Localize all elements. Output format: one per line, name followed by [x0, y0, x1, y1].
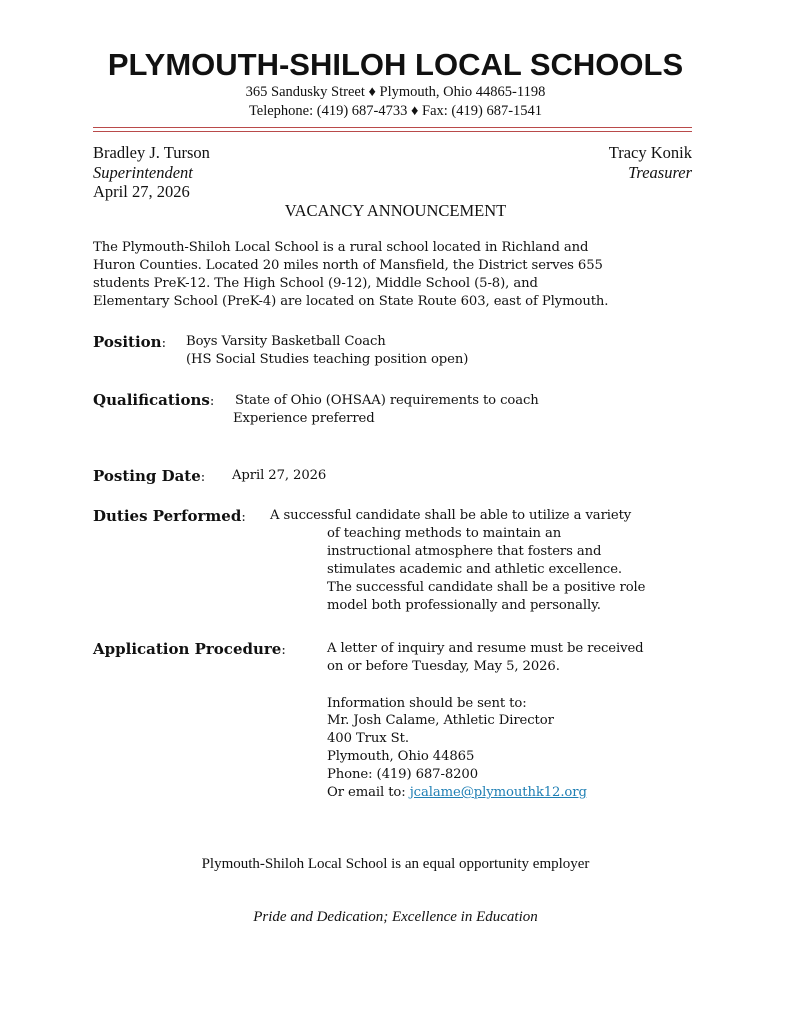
duties-line: model both professionally and personally. — [327, 598, 601, 613]
posting-label-wrap: Posting Date: — [93, 467, 206, 485]
application-line: on or before Tuesday, May 5, 2026. — [327, 659, 560, 674]
superintendent-title: Superintendent — [93, 163, 193, 182]
qualifications-label-wrap: Qualifications: — [93, 391, 215, 409]
duties-line: A successful candidate shall be able to utilize a variety — [270, 508, 632, 523]
motto: Pride and Dedication; Excellence in Education — [253, 909, 538, 925]
email-prefix: Or email to: — [327, 785, 410, 800]
application-label: Application Procedure — [93, 640, 282, 658]
eoe-statement: Plymouth-Shiloh Local School is an equal opportunity employer — [201, 856, 590, 872]
posting-date: April 27, 2026 — [232, 468, 327, 483]
position-label: Position — [93, 333, 162, 351]
qualifications-label: Qualifications — [93, 391, 210, 409]
email-line — [327, 784, 587, 802]
duties-line: stimulates academic and athletic excellence. — [327, 562, 622, 577]
duties-line: instructional atmosphere that fosters and — [327, 544, 602, 559]
header-rule-top — [93, 127, 692, 128]
contact-line: 400 Trux St. — [327, 731, 409, 746]
intro-line: The Plymouth-Shiloh Local School is a rural school located in Richland and — [93, 240, 589, 255]
contact-line: Plymouth, Ohio 44865 — [327, 749, 475, 764]
position-value: Boys Varsity Basketball Coach — [186, 334, 386, 349]
application-line: A letter of inquiry and resume must be received — [327, 641, 644, 656]
contact-line: Mr. Josh Calame, Athletic Director — [327, 713, 554, 728]
superintendent-name: Bradley J. Turson — [93, 143, 210, 162]
intro-line: Elementary School (PreK-4) are located on State Route 603, east of Plymouth. — [93, 294, 609, 309]
letter-date: April 27, 2026 — [93, 182, 190, 201]
treasurer-name: Tracy Konik — [608, 143, 692, 162]
intro-line: students PreK-12. The High School (9-12), Middle School (5-8), and — [93, 276, 538, 291]
treasurer-title: Treasurer — [628, 163, 692, 182]
school-contact: Telephone: (419) 687-4733 ♦ Fax: (419) 687-1541 — [248, 103, 543, 119]
qualification-item: State of Ohio (OHSAA) requirements to coach — [235, 393, 539, 408]
announcement-heading: VACANCY ANNOUNCEMENT — [284, 201, 507, 220]
email-link[interactable]: jcalame@plymouthk12.org — [409, 785, 587, 800]
school-address: 365 Sandusky Street ♦ Plymouth, Ohio 44865-1198 — [245, 84, 546, 100]
application-label-wrap: Application Procedure: — [93, 640, 286, 658]
header-rule-bottom — [93, 131, 692, 132]
qualification-item: Experience preferred — [233, 411, 375, 426]
position-label-wrap: Position: — [93, 333, 166, 351]
intro-line: Huron Counties. Located 20 miles north of Mansfield, the District serves 655 — [93, 258, 603, 273]
duties-label-wrap: Duties Performed: — [93, 507, 246, 525]
posting-label: Posting Date — [93, 467, 201, 485]
contact-line: Phone: (419) 687-8200 — [327, 767, 478, 782]
duties-line: The successful candidate shall be a positive role — [327, 580, 646, 595]
duties-line: of teaching methods to maintain an — [327, 526, 562, 541]
contact-line: Information should be sent to: — [327, 696, 527, 711]
school-name: PLYMOUTH-SHILOH LOCAL SCHOOLS — [107, 47, 684, 82]
position-note: (HS Social Studies teaching position open) — [186, 352, 469, 367]
duties-label: Duties Performed — [93, 507, 242, 525]
